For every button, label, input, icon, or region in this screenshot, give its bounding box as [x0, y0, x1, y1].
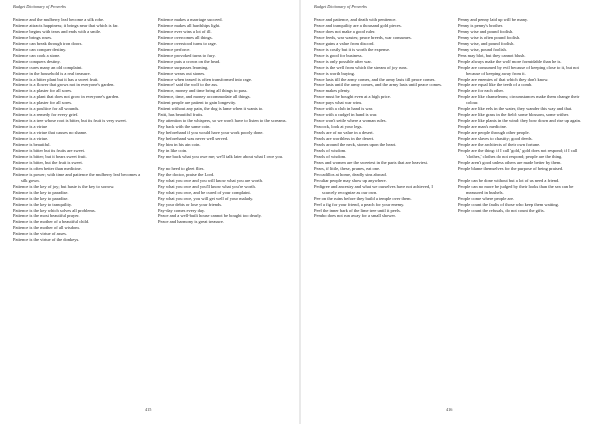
proverb-entry: Patience cures many an old complaint.	[13, 64, 83, 70]
proverb-entry: Pearls of wisdom.	[314, 153, 347, 159]
proverb-entry: Pears, if little, these, prunes, eat one.	[314, 165, 381, 171]
proverb-entry: People blame themselves for the purpose of being praised.	[458, 165, 564, 171]
proverb-entry: Patience is the mother of all wisdom.	[13, 225, 80, 231]
proverb-entry: Patience and the mulberry leaf become a silk robe.	[13, 17, 105, 22]
proverb-entry: Penny wise is often pound foolish.	[458, 34, 521, 40]
proverb-entry: Patti, has beautiful fruits.	[158, 112, 204, 118]
proverb-entry: Patience is power; with time and patience the mulberry leaf becomes a silk gown.	[13, 171, 141, 183]
proverb-entry: Pay your debts or lose your friends.	[158, 201, 223, 207]
proverb-entry: Peel the inner bark of the lime tree until it peels.	[314, 207, 401, 213]
proverb-entry: People count the faults of those who keep them waiting.	[458, 201, 559, 207]
proverb-entry: Peace and harmony is great treasure.	[158, 219, 224, 225]
proverb-entry: Peace won't settle where a woman rules.	[314, 118, 387, 124]
proverb-entry: Patience conquers destiny.	[13, 58, 61, 64]
proverb-entry: Peace lasts till the army comes, and the army lasts till peace comes.	[314, 76, 436, 82]
proverb-entry: Patience, time, and money accommodate all things.	[158, 94, 251, 100]
proverb-entry: Peace is the well from which the stream of joy runs.	[314, 64, 408, 70]
proverb-entry: People are like chameleons; circumstances make them change their colour.	[458, 94, 580, 106]
proverb-entry: Pay beforehand if you would have your work poorly done.	[158, 130, 264, 136]
proverb-entry: People are the thing: if I call 'gold,' gold does not respond; if I call 'clothes,' clothes do not respond; people are the thing.	[458, 147, 578, 159]
proverb-entry: Peculiar people may show up anywhere.	[314, 177, 387, 183]
proverb-entry: Pembo does not run away for a small shower.	[314, 213, 396, 219]
proverb-entry: People are the architects of their own fortune.	[458, 142, 541, 148]
proverb-entry: People can be done without but a lot of us need a friend.	[458, 177, 560, 183]
proverb-entry: Patience can cook a stone.	[13, 52, 61, 58]
proverb-entry: Peace and a well-built house cannot be bought too dearly.	[158, 213, 262, 219]
proverb-entry: Pay what you owe and you will know what you are worth.	[158, 177, 263, 183]
proverb-entry: Patience is the key to paradise.	[13, 195, 69, 201]
page-number: 416	[446, 407, 453, 412]
left-page	[0, 0, 299, 424]
proverb-entry: Pay in like coin.	[158, 147, 188, 153]
proverb-entry: Peace and patience, and death with penitence.	[314, 17, 397, 22]
proverb-entry: People come where people are.	[458, 195, 515, 201]
proverb-entry: Patience is a poultice for all wounds.	[13, 106, 80, 112]
proverb-entry: Peace must be bought even at a high price.	[314, 94, 391, 100]
proverb-entry: People always make the wolf more formidable than he is.	[458, 58, 562, 64]
proverb-entry: Pay him in his ain coin.	[158, 142, 201, 148]
proverb-entry: Pens may blot, but they cannot blush.	[458, 52, 526, 58]
proverb-entry: Patience overstood turns to rage.	[158, 40, 217, 46]
proverb-entry: Peace gains a value from discord.	[314, 40, 375, 46]
proverb-entry: People are slaves to chastity; good deeds.	[458, 136, 533, 142]
proverb-entry: Peace pays what war wins.	[314, 100, 363, 106]
proverb-entry: Pearls are of no value in a desert.	[314, 130, 374, 136]
proverb-entry: Patience makes all hardships light.	[158, 22, 221, 28]
proverb-entry: Peacock, look at your legs.	[314, 124, 363, 130]
proverb-entry: Patience perforce.	[158, 46, 191, 52]
proverb-entry: Patience is a virtue	[13, 124, 48, 130]
proverb-entry: Patience is a bitter plant but it has a sweet fruit.	[13, 76, 99, 82]
proverb-entry: Pay the doctor, praise the Lord.	[158, 171, 215, 177]
proverb-entry: Patience is bitter, but the fruit is sweet.	[13, 159, 83, 165]
proverb-entry: Patience is the mother of a beautiful child.	[13, 219, 90, 225]
right-page-column-2	[458, 17, 590, 213]
proverb-entry: People aren't good unless others are made better by them.	[458, 159, 562, 165]
proverb-entry: Patience is the key to tranquility.	[13, 201, 72, 207]
proverb-entry: Patience can conquer destiny.	[13, 46, 67, 52]
proverb-entry: Pedigree and ancestry and what we ourselves have not achieved, I scarcely recognize as our own.	[314, 183, 433, 195]
proverb-entry: Patience is the key which solves all problems.	[13, 207, 96, 213]
proverb-entry: People are like plants in the wind: they bow down and rise up again.	[458, 118, 581, 124]
proverb-entry: Patience in the household is a real treasure.	[13, 70, 91, 76]
proverb-entry: Pay back with the same coin.	[158, 124, 211, 130]
proverb-entry: Pay no heed to gleet flies.	[158, 165, 205, 171]
proverb-entry: Patience is a plant that does not grow in everyone's garden.	[13, 94, 120, 100]
proverb-entry: Patience is a virtue that causes no shame.	[13, 130, 88, 136]
proverb-entry: Patience is beautiful.	[13, 142, 51, 148]
proverb-entry: Patience is a plaster for all sores.	[13, 88, 73, 94]
page-header: Budget Dictionary of Proverbs	[314, 4, 367, 9]
proverb-entry: People can no more be judged by their looks than the sea can be measured in bushels.	[458, 183, 574, 195]
proverb-entry: Pay-day comes every day.	[158, 207, 205, 213]
left-page-column-1	[13, 17, 145, 243]
proverb-entry: Peace is only possible after war.	[314, 58, 372, 64]
proverb-entry: Peace and tranquility are a thousand gold pieces.	[314, 22, 402, 28]
proverb-entry: Patience ever wins a lot of ill.	[158, 28, 212, 34]
proverb-entry: Patience attracts happiness; it brings near that which is far.	[13, 22, 119, 28]
proverb-entry: Patience is the key of joy; but haste is the key to sorrow.	[13, 183, 115, 189]
proverb-entry: People are like grass in the field: some blossom, some wither.	[458, 112, 569, 118]
proverb-entry: Peace makes plenty.	[314, 88, 351, 94]
proverb-entry: Patience is bitter but its fruits are sweet.	[13, 147, 85, 153]
proverb-entry: Pay attention to the whispers, so we won't have to listen to the screams.	[158, 118, 287, 124]
proverb-entry: People count the refusals, do not count the gifts.	[458, 207, 545, 213]
proverb-entry: Penny and penny laid up will be many.	[458, 17, 528, 22]
proverb-entry: Patience wears out stones.	[158, 70, 206, 76]
proverb-entry: Peace with a club in hand is war.	[314, 106, 373, 112]
proverb-entry: Patience can break through iron doors.	[13, 40, 83, 46]
right-page-column-1	[314, 17, 446, 219]
proverb-entry: Penny wise, and pound foolish.	[458, 40, 515, 46]
proverb-entry: Patience surpasses learning.	[158, 64, 209, 70]
left-page-column-2	[158, 17, 290, 225]
proverb-entry: Peel a fig for your friend, a peach for your enemy.	[314, 201, 405, 207]
proverb-entry: People are people through other people.	[458, 130, 530, 136]
proverb-entry: Patience is a flower that grows not in everyone's garden.	[13, 82, 115, 88]
proverb-entry: Patient people are patient to gain longevity.	[158, 100, 237, 106]
proverb-entry: Patience brings roses.	[13, 34, 53, 40]
proverb-entry: Patience begins with tears and ends with a smile.	[13, 28, 102, 34]
proverb-entry: Patience is a virtue.	[13, 136, 49, 142]
proverb-entry: Peace is costly but it is worth the expense.	[314, 46, 391, 52]
page-header: Budget Dictionary of Proverbs	[13, 4, 66, 9]
proverb-entry: Peace with a cudgel in hand is war.	[314, 112, 378, 118]
proverb-entry: Penny wise and pound foolish.	[458, 28, 514, 34]
proverb-entry: People are man's medicine.	[458, 124, 508, 130]
proverb-entry: Peace does not make a good ruler.	[314, 28, 376, 34]
proverb-entry: Patience is the key to paradise.	[13, 189, 69, 195]
proverb-entry: Patience, money and time bring all things to pass.	[158, 88, 248, 94]
proverb-entry: Patience overcomes all things.	[158, 34, 213, 40]
proverb-entry: Patience! said the wolf to the ass.	[158, 82, 219, 88]
proverb-entry: Peace lasts until the army comes, and the army lasts until peace comes.	[314, 82, 442, 88]
proverb-entry: Pay what you owe, you will get well of your malady.	[158, 195, 254, 201]
proverb-entry: Patience is the virtue of asses.	[13, 231, 67, 237]
proverb-entry: Peace is worth buying.	[314, 70, 355, 76]
proverb-entry: Pearls of wisdom.	[314, 147, 347, 153]
proverb-entry: Pears and women are the sweetest in the parts that are heaviest.	[314, 159, 428, 165]
proverb-entry: People are consumed by evil because of keeping close to it, but not because of keeping away from it.	[458, 64, 579, 76]
proverb-entry: Peccadillos at home, deadly sins abroad.	[314, 171, 387, 177]
proverb-entry: Pay what you owe and you'll know what you're worth.	[158, 183, 256, 189]
proverb-entry: Patience makes a marriage succeed.	[158, 17, 223, 22]
proverb-entry: Patience is a plaster for all sores.	[13, 100, 73, 106]
proverb-entry: Pee on the ruins before they build a temple over them.	[314, 195, 412, 201]
proverb-entry: Patience is the virtue of the donkeys.	[13, 237, 80, 243]
proverb-entry: Pay what you owe, and be cured of your complaint.	[158, 189, 251, 195]
proverb-entry: Patience is often better than medicine.	[13, 165, 82, 171]
proverb-entry: Peace feeds, war wastes; peace breeds, war consumes.	[314, 34, 412, 40]
proverb-entry: Peace is good for business.	[314, 52, 363, 58]
proverb-entry: People are equal like the teeth of a comb.	[458, 82, 533, 88]
proverb-entry: Patience when teased is often transformed into rage.	[158, 76, 252, 82]
proverb-entry: Patience provoked turns to fury.	[158, 52, 216, 58]
proverb-entry: Pearls are worthless in the desert.	[314, 136, 375, 142]
proverb-entry: Patience puts a crown on the head.	[158, 58, 221, 64]
right-page	[301, 0, 600, 424]
proverb-entry: Patience is the most beautiful prayer.	[13, 213, 80, 219]
proverb-entry: Penny is penny's brother.	[458, 22, 504, 28]
proverb-entry: Pay me back what you owe me; we'll talk later about what I owe you.	[158, 153, 284, 159]
proverb-entry: Patient without any pain, the dog is lame when it wants to.	[158, 106, 264, 112]
proverb-entry: People are like eels in the water, they wander this way and that.	[458, 106, 573, 112]
proverb-entry: Penny wise, pound foolish.	[458, 46, 507, 52]
proverb-entry: Patience is bitter; but it bears sweet fruit.	[13, 153, 87, 159]
proverb-entry: Patience is a remedy for every grief.	[13, 112, 79, 118]
proverb-entry: Patience is a tree whose root is bitter, but its fruit is very sweet.	[13, 118, 127, 124]
proverb-entry: People are enemies of that which they don't know.	[458, 76, 549, 82]
proverb-entry: Pay beforehand was never well served.	[158, 136, 229, 142]
page-number: 415	[145, 407, 152, 412]
proverb-entry: People are for each other.	[458, 88, 504, 94]
proverb-entry: Pearls around the neck, stones upon the heart.	[314, 142, 397, 148]
